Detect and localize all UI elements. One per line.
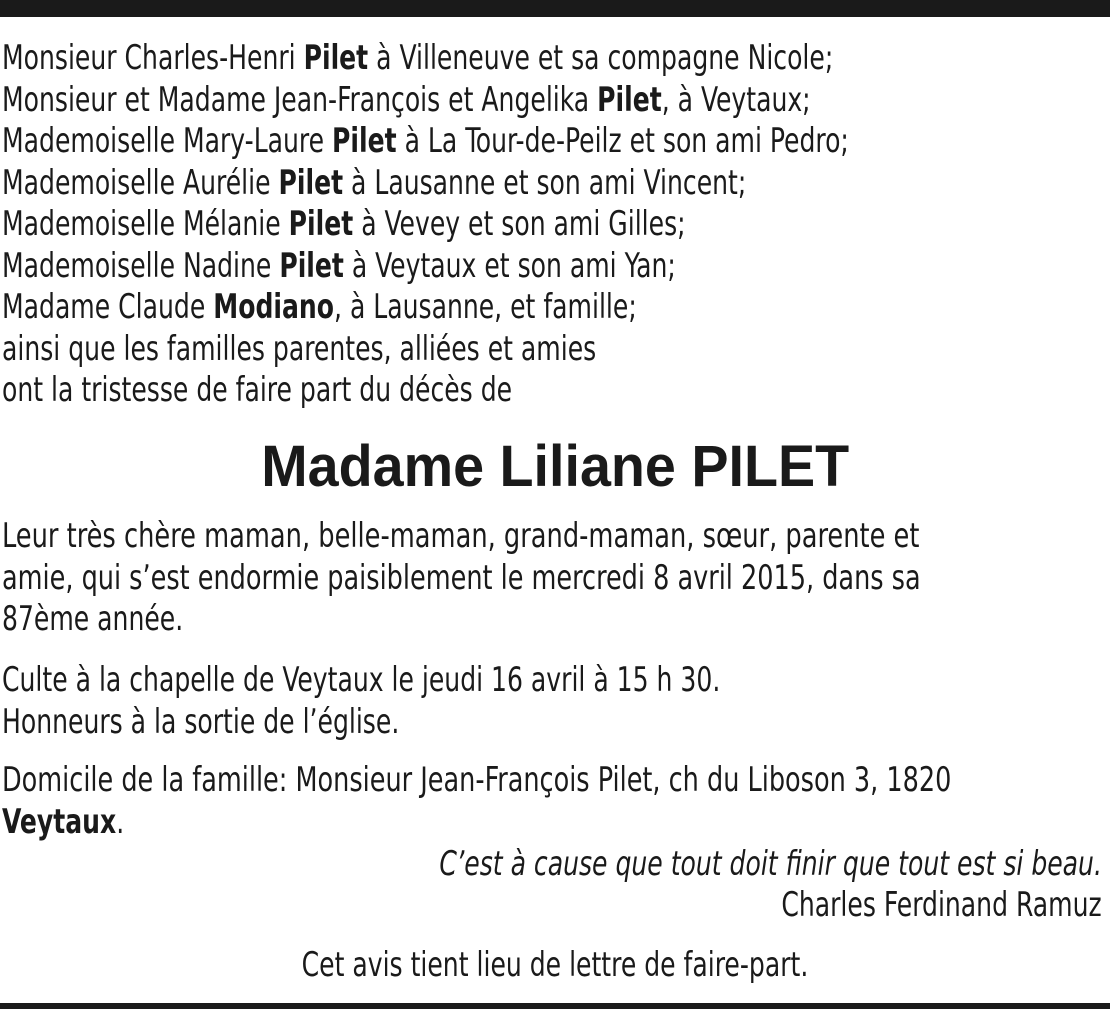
quote-text: C’est à cause que tout doit finir que tout est si beau. — [439, 844, 1102, 884]
top-border-rule — [0, 0, 1110, 17]
service-line: Honneurs à la sortie de l’église. — [2, 701, 400, 742]
deceased-name-heading: Madame Liliane PILET — [261, 434, 849, 499]
domicile-paragraph — [2, 760, 1102, 843]
family-line: Monsieur Charles-Henri Pilet à Villeneuve et sa compagne Nicole; — [2, 38, 834, 78]
quote-author: Charles Ferdinand Ramuz — [781, 885, 1102, 925]
family-list — [2, 38, 1102, 412]
family-line: Mademoiselle Aurélie Pilet à Lausanne et son ami Vincent; — [2, 162, 747, 203]
family-line: ont la tristesse de faire part du décès de — [2, 370, 513, 410]
bottom-border-rule — [0, 1003, 1110, 1009]
domicile-city-line: Veytaux. — [2, 801, 125, 842]
service-paragraph — [2, 660, 1102, 743]
closing-note: Cet avis tient lieu de lettre de faire-part. — [301, 945, 809, 985]
family-line: Monsieur et Madame Jean-François et Angelika Pilet, à Veytaux; — [2, 79, 811, 120]
family-line: Mademoiselle Mélanie Pilet à Vevey et son ami Gilles; — [2, 204, 686, 244]
family-line: ainsi que les familles parentes, alliées et amies — [2, 328, 597, 369]
service-line: Culte à la chapelle de Veytaux le jeudi 16 avril à 15 h 30. — [2, 660, 721, 700]
tribute-line: 87ème année. — [2, 599, 184, 639]
domicile-line: Domicile de la famille: Monsieur Jean-François Pilet, ch du Liboson 3, 1820 — [2, 760, 952, 800]
tribute-line: Leur très chère maman, belle-maman, grand-maman, sœur, parente et — [2, 516, 920, 556]
tribute-line: amie, qui s’est endormie paisiblement le mercredi 8 avril 2015, dans sa — [2, 557, 921, 598]
tribute-paragraph — [2, 516, 1102, 641]
family-line: Mademoiselle Mary-Laure Pilet à La Tour-de-Peilz et son ami Pedro; — [2, 121, 849, 161]
family-line: Mademoiselle Nadine Pilet à Veytaux et son ami Yan; — [2, 245, 676, 286]
family-line: Madame Claude Modiano, à Lausanne, et famille; — [2, 287, 637, 327]
